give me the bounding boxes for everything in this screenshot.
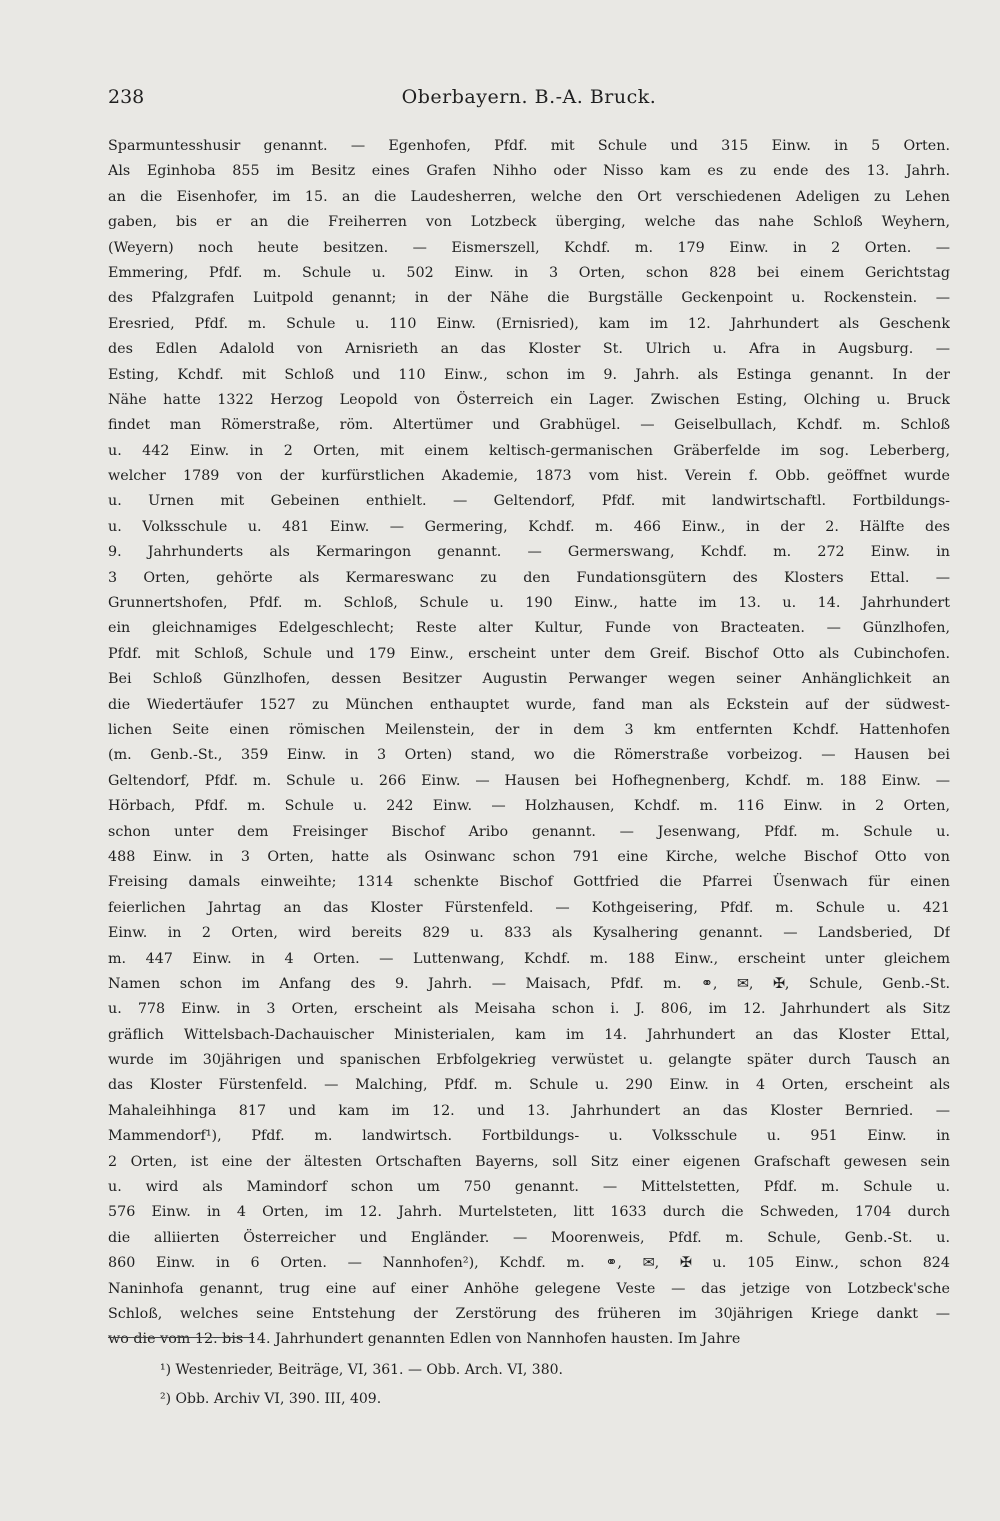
text-line: Namen schon im Anfang des 9. Jahrh. — Maisach, Pfdf. m. ⚭, ✉, ✠, Schule, Genb.-St. <box>108 975 950 992</box>
footnote: ¹) Westenrieder, Beiträge, VI, 361. — Obb. Arch. VI, 380. <box>160 1362 563 1378</box>
text-line: Eresried, Pfdf. m. Schule u. 110 Einw. (Ernisried), kam im 12. Jahrhundert als Geschenk <box>108 315 950 332</box>
text-line: u. Urnen mit Gebeinen enthielt. — Geltendorf, Pfdf. mit landwirtschaftl. Fortbildungs- <box>108 493 950 510</box>
text-line: u. wird als Mamindorf schon um 750 genannt. — Mittelstetten, Pfdf. m. Schule u. <box>108 1179 950 1196</box>
text-line: Schloß, welches seine Entstehung der Zerstörung des früheren im 30jährigen Kriege dankt — <box>108 1305 950 1322</box>
text-line: Geltendorf, Pfdf. m. Schule u. 266 Einw. — Hausen bei Hofhegnenberg, Kchdf. m. 188 Einw. — <box>108 772 950 789</box>
text-line: die alliierten Österreicher und Engländer. — Moorenweis, Pfdf. m. Schule, Genb.-St. u. <box>108 1229 950 1246</box>
text-line: wurde im 30jährigen und spanischen Erbfolgekrieg verwüstet u. gelangte später durch Tausch an <box>108 1052 950 1069</box>
text-line: 576 Einw. in 4 Orten, im 12. Jahrh. Murtelsteten, litt 1633 durch die Schweden, 1704 durch <box>108 1204 950 1221</box>
text-line: das Kloster Fürstenfeld. — Malching, Pfdf. m. Schule u. 290 Einw. in 4 Orten, erscheint als <box>108 1077 950 1094</box>
text-line: 488 Einw. in 3 Orten, hatte als Osinwanc schon 791 eine Kirche, welche Bischof Otto von <box>108 848 950 865</box>
text-line: Mahaleihhinga 817 und kam im 12. und 13. Jahrhundert an das Kloster Bernried. — <box>108 1102 950 1119</box>
footnote: ²) Obb. Archiv VI, 390. III, 409. <box>160 1391 382 1407</box>
text-line: des Edlen Adalold von Arnisrieth an das Kloster St. Ulrich u. Afra in Augsburg. — <box>108 341 950 358</box>
text-line: welcher 1789 von der kurfürstlichen Akademie, 1873 vom hist. Verein f. Obb. geöffnet wurde <box>108 468 950 485</box>
text-line: 2 Orten, ist eine der ältesten Ortschaften Bayerns, soll Sitz einer eigenen Grafschaft gewesen sein <box>108 1153 950 1170</box>
footnote-divider <box>108 1337 254 1338</box>
text-line: Bei Schloß Günzlhofen, dessen Besitzer Augustin Perwanger wegen seiner Anhänglichkeit an <box>108 671 950 688</box>
text-line: gräflich Wittelsbach-Dachauischer Ministerialen, kam im 14. Jahrhundert an das Kloster Ettal, <box>108 1026 950 1043</box>
text-line: u. Volksschule u. 481 Einw. — Germering, Kchdf. m. 466 Einw., in der 2. Hälfte des <box>108 518 950 535</box>
text-line: (m. Genb.-St., 359 Einw. in 3 Orten) stand, wo die Römerstraße vorbeizog. — Hausen bei <box>108 747 950 764</box>
text-line: 3 Orten, gehörte als Kermareswanc zu den Fundationsgütern des Klosters Ettal. — <box>108 569 950 586</box>
text-line: Als Eginhoba 855 im Besitz eines Grafen Nihho oder Nisso kam es zu ende des 13. Jahrh. <box>108 163 950 180</box>
text-line: 9. Jahrhunderts als Kermaringon genannt. — Germerswang, Kchdf. m. 272 Einw. in <box>108 544 950 561</box>
text-line: die Wiedertäufer 1527 zu München enthauptet wurde, fand man als Eckstein auf der südwest- <box>108 696 950 713</box>
text-line: Esting, Kchdf. mit Schloß und 110 Einw., schon im 9. Jahrh. als Estinga genannt. In der <box>108 366 950 383</box>
text-line: Mammendorf¹), Pfdf. m. landwirtsch. Fortbildungs- u. Volksschule u. 951 Einw. in <box>108 1128 950 1145</box>
text-line: Nähe hatte 1322 Herzog Leopold von Österreich ein Lager. Zwischen Esting, Olching u. Bruck <box>108 391 950 408</box>
text-line: Freising damals einweihte; 1314 schenkte Bischof Gottfried die Pfarrei Üsenwach für einen <box>108 874 950 891</box>
page-number: 238 <box>108 86 145 108</box>
text-line: u. 442 Einw. in 2 Orten, mit einem keltisch-germanischen Gräberfelde im sog. Leberberg, <box>108 442 950 459</box>
text-line: wo die vom 12. bis 14. Jahrhundert genannten Edlen von Nannhofen hausten. Im Jahre <box>108 1331 741 1348</box>
text-line: lichen Seite einen römischen Meilenstein, der in dem 3 km entfernten Kchdf. Hattenhofen <box>108 721 950 738</box>
text-line: an die Eisenhofer, im 15. an die Laudesherren, welche den Ort verschiedenen Adeligen zu Lehen <box>108 188 950 205</box>
body-text <box>108 134 950 1353</box>
text-line: Emmering, Pfdf. m. Schule u. 502 Einw. in 3 Orten, schon 828 bei einem Gerichtstag <box>108 264 950 281</box>
text-line: Hörbach, Pfdf. m. Schule u. 242 Einw. — Holzhausen, Kchdf. m. 116 Einw. in 2 Orten, <box>108 798 950 815</box>
text-line: findet man Römerstraße, röm. Altertümer und Grabhügel. — Geiselbullach, Kchdf. m. Schloß <box>108 417 950 434</box>
text-line: 860 Einw. in 6 Orten. — Nannhofen²), Kchdf. m. ⚭, ✉, ✠ u. 105 Einw., schon 824 <box>108 1255 950 1272</box>
page-header <box>108 86 950 116</box>
text-line: Pfdf. mit Schloß, Schule und 179 Einw., erscheint unter dem Greif. Bischof Otto als Cubinchofen. <box>108 645 950 662</box>
text-line: Sparmuntesshusir genannt. — Egenhofen, Pfdf. mit Schule und 315 Einw. in 5 Orten. <box>108 138 950 154</box>
text-line: Naninhofa genannt, trug eine auf einer Anhöhe gelegene Veste — das jetzige von Lotzbeck'sche <box>108 1280 950 1297</box>
text-line: gaben, bis er an die Freiherren von Lotzbeck überging, welche das nahe Schloß Weyhern, <box>108 214 950 231</box>
text-line: Grunnertshofen, Pfdf. m. Schloß, Schule u. 190 Einw., hatte im 13. u. 14. Jahrhundert <box>108 595 950 612</box>
text-line: m. 447 Einw. in 4 Orten. — Luttenwang, Kchdf. m. 188 Einw., erscheint unter gleichem <box>108 950 950 967</box>
text-line: des Pfalzgrafen Luitpold genannt; in der Nähe die Burgställe Geckenpoint u. Rockenstein. — <box>108 290 950 307</box>
text-line: (Weyern) noch heute besitzen. — Eismerszell, Kchdf. m. 179 Einw. in 2 Orten. — <box>108 239 950 256</box>
running-head: Oberbayern. B.-A. Bruck. <box>401 86 657 108</box>
text-line: feierlichen Jahrtag an das Kloster Fürstenfeld. — Kothgeisering, Pfdf. m. Schule u. 421 <box>108 899 950 916</box>
footnotes <box>160 1356 800 1414</box>
text-line: u. 778 Einw. in 3 Orten, erscheint als Meisaha schon i. J. 806, im 12. Jahrhundert als Sitz <box>108 1001 950 1018</box>
text-line: schon unter dem Freisinger Bischof Aribo genannt. — Jesenwang, Pfdf. m. Schule u. <box>108 823 950 840</box>
text-line: Einw. in 2 Orten, wird bereits 829 u. 833 als Kysalhering genannt. — Landsberied, Df <box>108 925 950 942</box>
text-line: ein gleichnamiges Edelgeschlecht; Reste alter Kultur, Funde von Bracteaten. — Günzlhofen, <box>108 620 950 637</box>
